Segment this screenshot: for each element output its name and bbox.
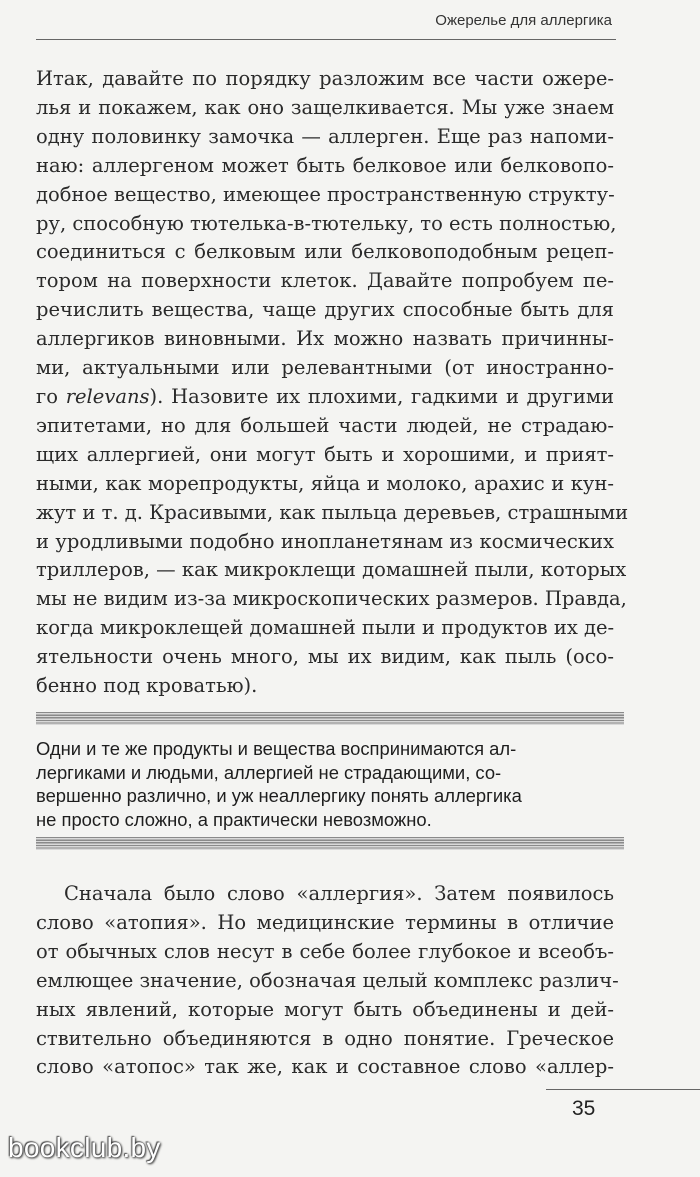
- text-line: триллеров, — как микроклещи домашней пыли, которых: [36, 558, 627, 582]
- text-line: ствительно объединяются в одно понятие. Греческое: [36, 1026, 614, 1050]
- text-fragment: го: [36, 384, 66, 408]
- text-line: слово «атопия». Но медицинские термины в отличие: [36, 910, 614, 934]
- text-line: тором на поверхности клеток. Давайте попробуем пе-: [36, 269, 614, 293]
- callout-line: не просто сложно, а практически невозможно.: [36, 808, 432, 830]
- text-line: ру, способную тютелька-в-тютельку, то есть полностью,: [36, 211, 617, 235]
- text-line: бенно под кроватью).: [36, 674, 258, 698]
- text-line: жут и т. д. Красивыми, как пыльца деревьев, страшными: [36, 500, 629, 524]
- text-line: добное вещество, имеющее пространственную структу-: [36, 182, 615, 206]
- text-line: слово «атопос» так же, как и составное слово «аллер-: [36, 1055, 614, 1079]
- text-line: и уродливыми подобно инопланетянам из космических: [36, 529, 614, 553]
- text-line: ными, как морепродукты, яйца и молоко, арахис и кун-: [36, 471, 614, 495]
- text-line: наю: аллергеном может быть белковое или белковопо-: [36, 153, 614, 177]
- text-line: от обычных слов несут в себе более глубокое и всеобъ-: [36, 939, 614, 963]
- callout-top-bar: [36, 712, 624, 725]
- text-line: лья и покажем, как оно защелкивается. Мы уже знаем: [36, 95, 614, 119]
- text-line: мы не видим из-за микроскопических размеров. Правда,: [36, 587, 627, 611]
- text-line: ми, актуальными или релевантными (от иностранно-: [36, 356, 614, 380]
- page-number: 35: [572, 1097, 596, 1120]
- callout-line: вершенно различно, и уж неаллергику понять аллергика: [36, 785, 522, 806]
- text-line-mixed: [36, 383, 614, 412]
- watermark-logo: bookclub.by: [8, 1132, 161, 1163]
- text-line: одну половинку замочка — аллерген. Еще раз напоми-: [36, 124, 614, 148]
- text-line: речислить вещества, чаще других способные быть для: [36, 298, 614, 322]
- footer-rule: [546, 1089, 700, 1090]
- text-fragment: ). Назовите их плохими, гадкими и другими: [149, 384, 614, 408]
- paragraph-2: [36, 880, 619, 1082]
- paragraph-1: [36, 65, 629, 701]
- text-line: соединиться с белковым или белковоподобным рецеп-: [36, 240, 614, 264]
- text-line: эпитетами, но для большей части людей, не страдаю-: [36, 413, 614, 437]
- callout-line: Одни и те же продукты и вещества воспринимаются ал-: [36, 738, 517, 759]
- header-rule: [36, 39, 616, 40]
- text-line: ятельности очень много, мы их видим, как пыль (осо-: [36, 645, 614, 669]
- callout-line: лергиками и людьми, аллергией не страдающими, со-: [36, 761, 502, 783]
- callout-box: [36, 737, 628, 831]
- text-line: ных явлений, которые могут быть объединены и дей-: [36, 997, 614, 1021]
- text-line: аллергиков виновными. Их можно назвать причинны-: [36, 327, 614, 351]
- text-line: емлющее значение, обозначая целый комплекс различ-: [36, 968, 619, 992]
- text-line: Итак, давайте по порядку разложим все части ожере-: [36, 67, 614, 90]
- text-line: щих аллергией, они могут быть и хорошими, и прият-: [36, 442, 614, 466]
- text-line: когда микроклещей домашней пыли и продуктов их де-: [36, 616, 615, 640]
- text-line: Сначала было слово «аллергия». Затем появилось: [64, 882, 614, 905]
- callout-bottom-bar: [36, 837, 624, 850]
- running-header: Ожерелье для аллергика: [435, 12, 612, 29]
- italic-term: relevans: [65, 384, 150, 408]
